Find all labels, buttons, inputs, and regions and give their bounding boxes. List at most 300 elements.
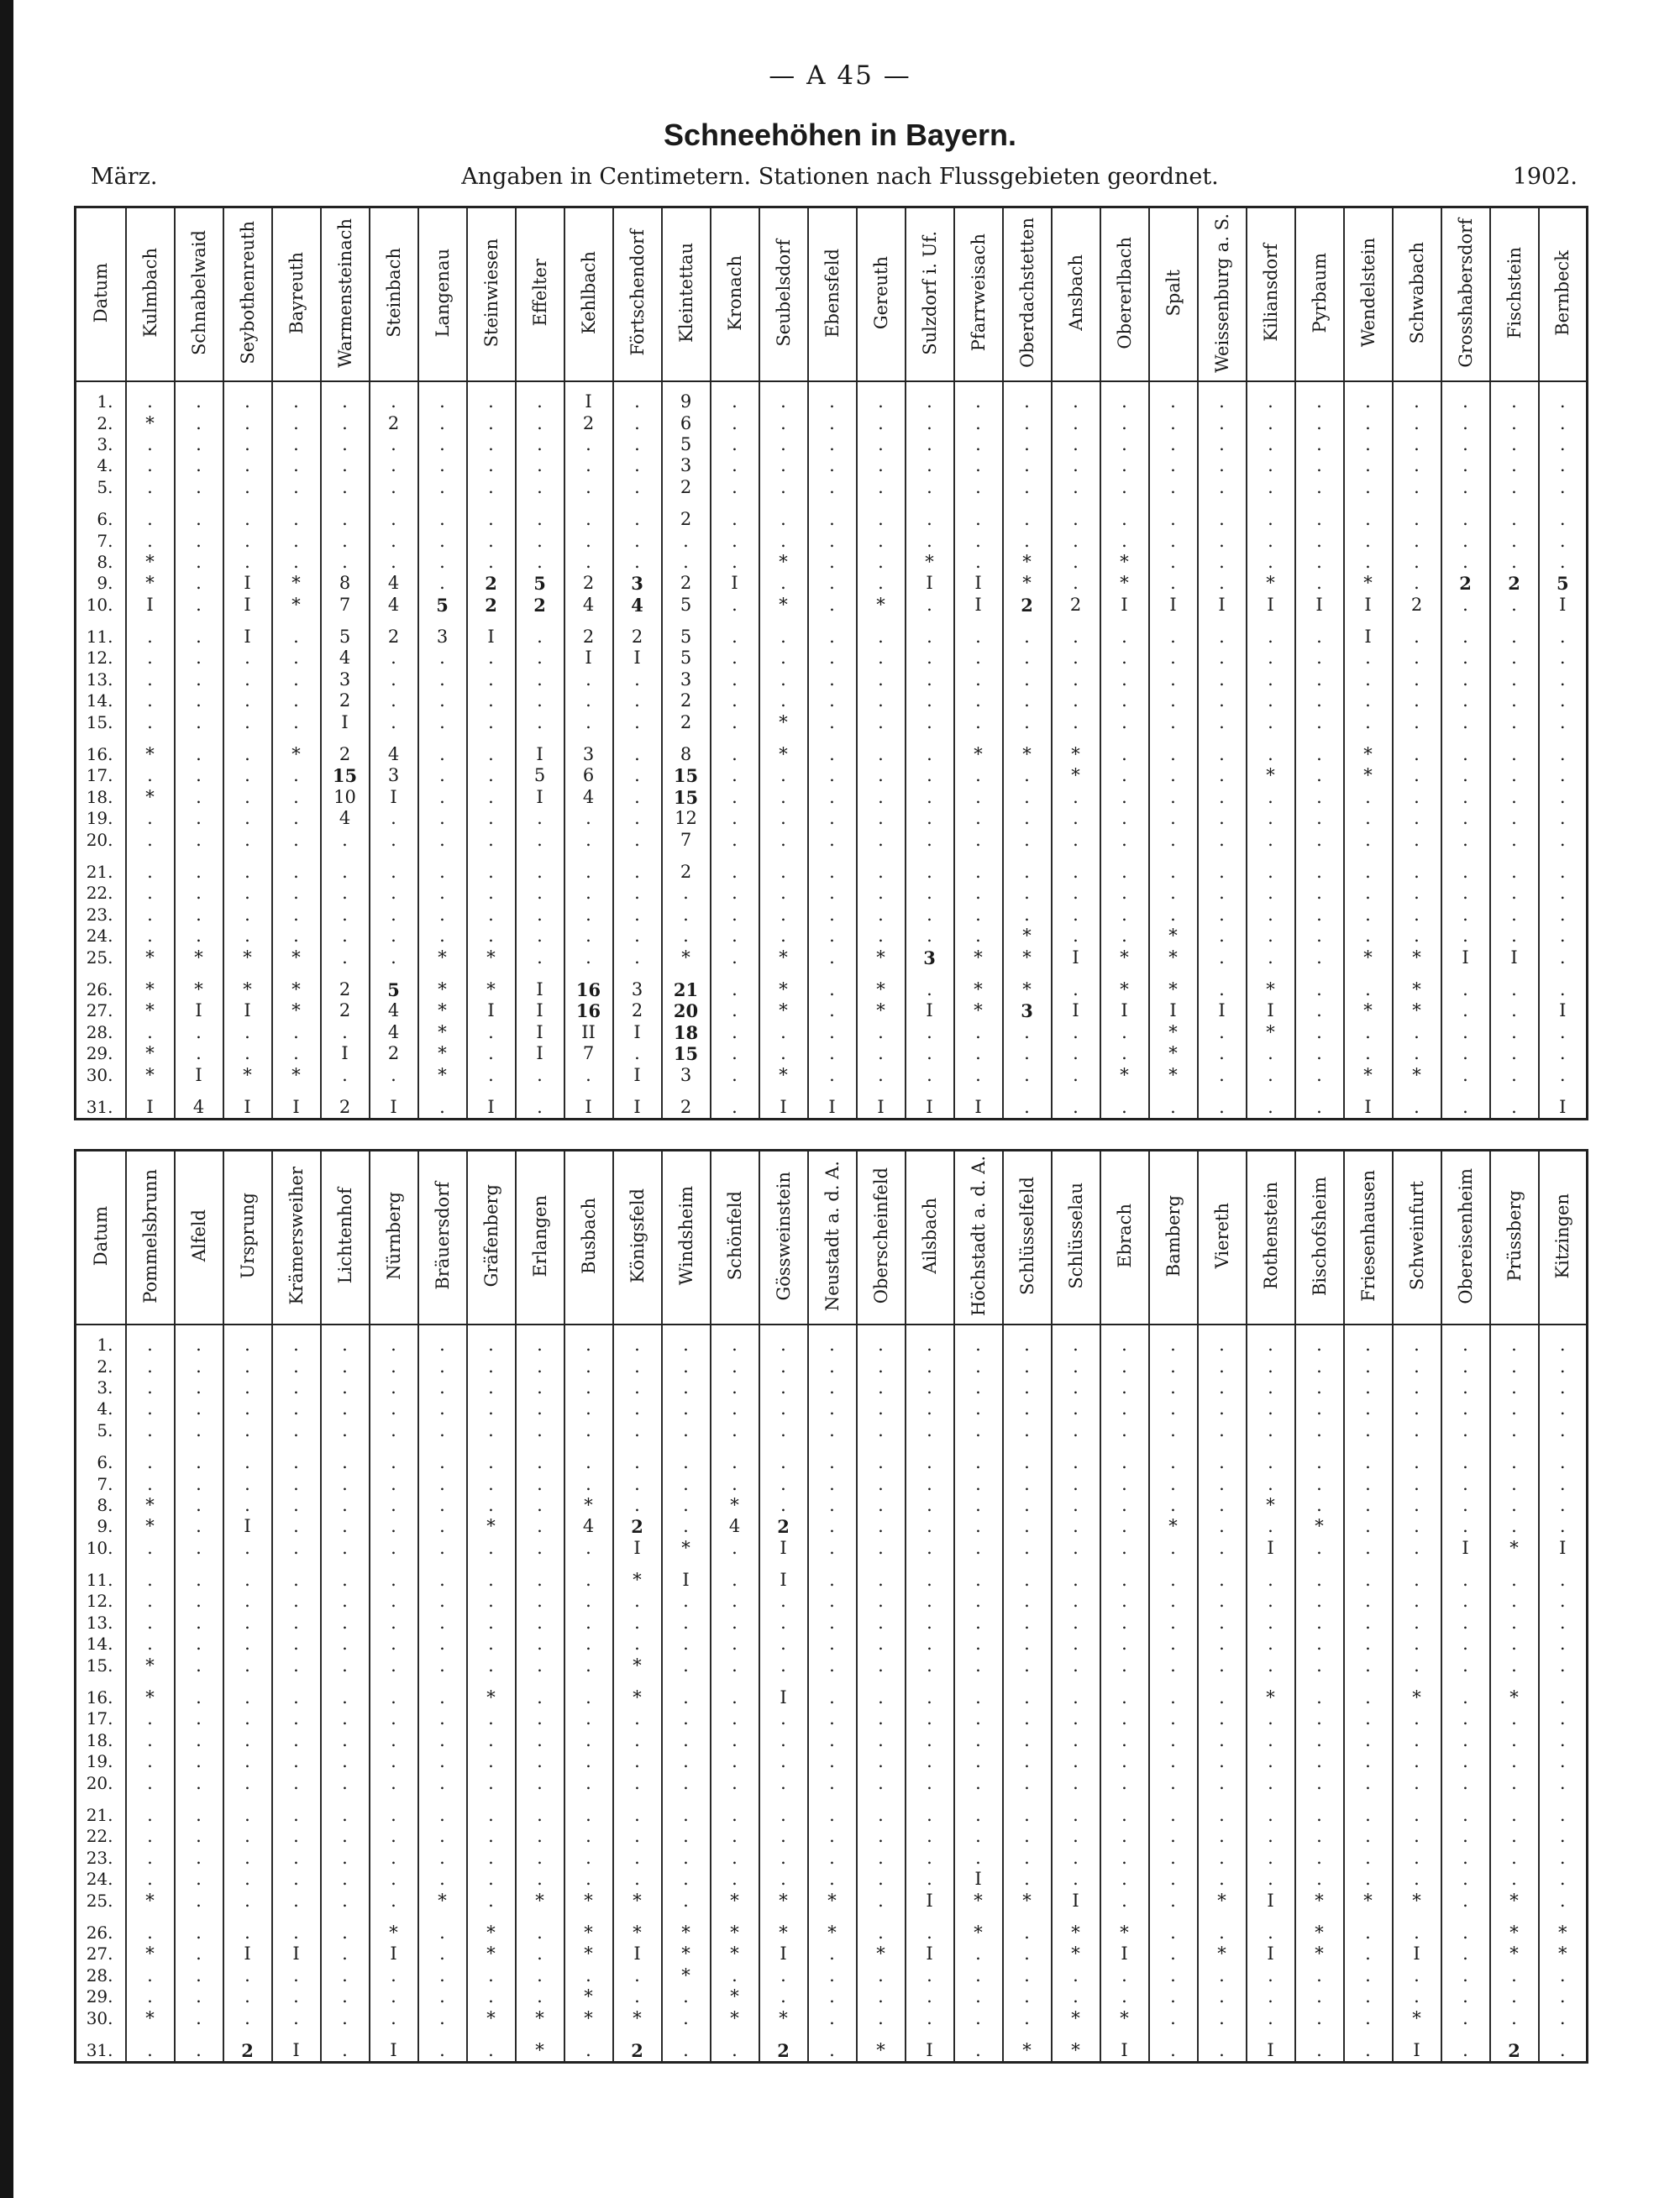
snow-depth-cell: . <box>467 765 516 786</box>
snow-depth-cell: . <box>613 862 662 883</box>
snow-depth-cell: . <box>1247 883 1295 904</box>
snow-depth-cell: . <box>711 455 759 476</box>
snow-depth-cell: . <box>1539 883 1588 904</box>
snow-depth-cell: 2 <box>370 412 418 433</box>
snow-depth-cell: . <box>1393 1398 1441 1419</box>
snow-depth-cell: * <box>1149 947 1198 968</box>
snow-depth-cell: . <box>126 1826 175 1847</box>
snow-depth-cell: . <box>418 829 467 850</box>
snow-depth-cell: . <box>321 455 370 476</box>
snow-depth-cell: . <box>711 1805 759 1826</box>
snow-depth-cell: . <box>370 926 418 947</box>
snow-depth-cell: . <box>516 391 564 412</box>
snow-depth-cell: . <box>1344 1923 1393 1944</box>
snow-depth-cell: . <box>1441 1516 1490 1537</box>
snow-depth-cell: . <box>1198 765 1247 786</box>
snow-depth-cell: . <box>1539 648 1588 669</box>
snow-depth-cell: * <box>272 573 321 594</box>
snow-depth-cell: . <box>564 1473 613 1494</box>
snow-depth-cell: . <box>1247 1965 1295 1986</box>
snow-depth-cell: . <box>1295 1377 1344 1398</box>
station-header-seybothenreuth <box>223 207 272 382</box>
snow-depth-cell: * <box>418 979 467 1000</box>
snow-depth-cell: . <box>1198 509 1247 530</box>
snow-depth-cell: . <box>175 1335 223 1356</box>
snow-depth-cell: . <box>126 1848 175 1869</box>
snow-depth-cell: . <box>467 1751 516 1772</box>
snow-depth-cell: . <box>516 434 564 455</box>
snow-depth-cell: . <box>126 1022 175 1043</box>
snow-depth-cell: . <box>1003 412 1052 433</box>
snow-depth-cell: . <box>857 1869 906 1890</box>
snow-depth-cell: . <box>1490 926 1539 947</box>
snow-depth-cell: . <box>126 765 175 786</box>
snow-depth-cell: I <box>1539 1000 1588 1021</box>
snow-depth-cell: . <box>1198 883 1247 904</box>
snow-depth-cell: . <box>1052 905 1100 926</box>
snow-depth-cell: . <box>1149 1965 1198 1986</box>
snow-depth-cell: . <box>613 1377 662 1398</box>
snow-depth-cell: . <box>759 1965 808 1986</box>
snow-depth-cell: . <box>1490 1634 1539 1655</box>
snow-depth-cell: . <box>370 1965 418 1986</box>
snow-depth-cell: I <box>516 979 564 1000</box>
snow-depth-cell: 6 <box>662 412 711 433</box>
snow-depth-cell: . <box>1539 1687 1588 1708</box>
snow-depth-cell: . <box>662 1826 711 1847</box>
snow-depth-cell: * <box>1490 1890 1539 1911</box>
snow-depth-cell: * <box>1344 765 1393 786</box>
snow-depth-cell: . <box>1441 1591 1490 1612</box>
snow-depth-cell: . <box>418 862 467 883</box>
station-header-neustadt-a-d-a <box>808 1151 857 1325</box>
snow-depth-cell: . <box>759 905 808 926</box>
snow-depth-cell: . <box>759 1826 808 1847</box>
snow-depth-cell: . <box>272 690 321 711</box>
snow-depth-cell: . <box>1149 530 1198 551</box>
snow-depth-cell: . <box>1052 1452 1100 1473</box>
snow-depth-cell: . <box>857 711 906 732</box>
snow-depth-cell: . <box>1539 509 1588 530</box>
snow-depth-cell: . <box>1344 1335 1393 1356</box>
snow-depth-cell: * <box>1052 2007 1100 2028</box>
snow-depth-cell: . <box>1344 1516 1393 1537</box>
snow-depth-cell: I <box>516 1043 564 1064</box>
snow-depth-cell: . <box>1149 648 1198 669</box>
snow-depth-cell: . <box>613 947 662 968</box>
station-header-spalt <box>1149 207 1198 382</box>
station-name: Gössweinstein <box>773 1171 794 1301</box>
snow-depth-cell: . <box>711 1634 759 1655</box>
snow-depth-cell: . <box>1295 765 1344 786</box>
snow-depth-cell: 2 <box>564 627 613 648</box>
snow-depth-cell: . <box>613 434 662 455</box>
snow-depth-cell: * <box>126 1944 175 1965</box>
snow-depth-cell: . <box>1295 2040 1344 2063</box>
snow-depth-cell: . <box>1100 808 1149 829</box>
snow-depth-cell: . <box>370 862 418 883</box>
snow-depth-cell: I <box>321 711 370 732</box>
snow-depth-cell: . <box>516 905 564 926</box>
snow-depth-cell: . <box>1539 530 1588 551</box>
snow-depth-cell: . <box>906 477 954 498</box>
snow-depth-cell: 3 <box>662 669 711 690</box>
snow-depth-cell: . <box>954 1495 1003 1516</box>
snow-depth-cell: . <box>906 1965 954 1986</box>
snow-depth-cell: . <box>1295 1655 1344 1676</box>
snow-depth-cell: . <box>1490 1398 1539 1419</box>
snow-depth-cell: * <box>126 1064 175 1085</box>
snow-depth-cell: . <box>1052 1591 1100 1612</box>
snow-depth-cell: . <box>467 434 516 455</box>
snow-depth-cell: . <box>1247 509 1295 530</box>
day-label: 6. <box>97 1452 113 1473</box>
snow-depth-cell: . <box>321 1890 370 1911</box>
snow-depth-cell: . <box>1100 1826 1149 1847</box>
snow-depth-cell: * <box>1344 1064 1393 1085</box>
snow-depth-cell: 2 <box>223 2040 272 2063</box>
table-row <box>76 1064 1588 1085</box>
snow-depth-cell: 3 <box>662 1064 711 1085</box>
snow-depth-cell: . <box>1393 1495 1441 1516</box>
station-header-schlusselau <box>1052 1151 1100 1325</box>
snow-depth-cell: . <box>1441 455 1490 476</box>
snow-depth-cell: * <box>564 2007 613 2028</box>
station-name: Steinbach <box>383 248 404 338</box>
snow-depth-cell: . <box>1344 2040 1393 2063</box>
snow-depth-cell: . <box>857 787 906 808</box>
snow-depth-cell: I <box>662 1570 711 1591</box>
snow-depth-cell: * <box>759 552 808 573</box>
snow-depth-cell: . <box>467 711 516 732</box>
snow-depth-cell: . <box>711 477 759 498</box>
snow-depth-cell: . <box>711 530 759 551</box>
snow-depth-cell: . <box>1100 765 1149 786</box>
snow-depth-cell: . <box>467 926 516 947</box>
snow-depth-cell: * <box>564 1890 613 1911</box>
snow-depth-cell: . <box>759 1335 808 1356</box>
snow-depth-cell: . <box>1344 1495 1393 1516</box>
snow-depth-cell: . <box>1490 509 1539 530</box>
snow-depth-cell: . <box>272 711 321 732</box>
snow-depth-cell: . <box>662 1730 711 1751</box>
station-header-ebrach <box>1100 1151 1149 1325</box>
snow-depth-cell: . <box>1490 1613 1539 1634</box>
snow-depth-cell: . <box>1393 1473 1441 1494</box>
snow-depth-cell: . <box>418 690 467 711</box>
snow-depth-cell: . <box>1441 1730 1490 1751</box>
snow-depth-cell: . <box>1441 926 1490 947</box>
snow-depth-cell: . <box>175 1613 223 1634</box>
snow-depth-cell: . <box>711 711 759 732</box>
snow-depth-cell: . <box>613 669 662 690</box>
snow-depth-cell: . <box>1003 1965 1052 1986</box>
snow-depth-cell: . <box>1003 1869 1052 1890</box>
snow-depth-cell: . <box>223 412 272 433</box>
snow-depth-cell: . <box>1393 477 1441 498</box>
snow-depth-cell: . <box>1247 412 1295 433</box>
snow-depth-cell: . <box>1490 905 1539 926</box>
snow-depth-cell: * <box>1100 1923 1149 1944</box>
snow-depth-cell: . <box>321 2007 370 2028</box>
snow-depth-cell: . <box>662 1634 711 1655</box>
snow-depth-cell: . <box>1393 1772 1441 1793</box>
snow-depth-cell: 2 <box>613 2040 662 2063</box>
snow-depth-cell: . <box>223 1772 272 1793</box>
snow-depth-cell: . <box>1295 1730 1344 1751</box>
snow-depth-cell: . <box>1100 434 1149 455</box>
table-row <box>76 1097 1588 1120</box>
snow-depth-cell: . <box>564 862 613 883</box>
snow-depth-cell: . <box>759 1452 808 1473</box>
snow-depth-cell: . <box>272 509 321 530</box>
snow-depth-cell: 2 <box>1490 2040 1539 2063</box>
snow-depth-cell: . <box>711 1064 759 1085</box>
snow-depth-cell: . <box>1539 1516 1588 1537</box>
snow-depth-cell: . <box>954 808 1003 829</box>
snow-depth-cell: . <box>223 690 272 711</box>
snow-depth-cell: . <box>467 477 516 498</box>
snow-depth-cell: . <box>1247 1356 1295 1377</box>
snow-depth-cell: . <box>1393 1516 1441 1537</box>
snow-depth-cell: . <box>1344 1944 1393 1965</box>
snow-depth-cell: 2 <box>662 862 711 883</box>
snow-depth-cell: . <box>1295 690 1344 711</box>
snow-depth-cell: . <box>1100 905 1149 926</box>
snow-depth-cell: . <box>272 1538 321 1559</box>
snow-depth-cell: . <box>1149 787 1198 808</box>
snow-depth-cell: . <box>1393 1420 1441 1441</box>
snow-depth-cell: . <box>1344 455 1393 476</box>
snow-depth-cell: 3 <box>662 455 711 476</box>
day-label: 26. <box>86 978 113 999</box>
snow-depth-cell: . <box>1441 1655 1490 1676</box>
snow-depth-cell: . <box>954 1377 1003 1398</box>
snow-depth-cell: . <box>1198 455 1247 476</box>
snow-depth-cell: . <box>808 1708 857 1729</box>
snow-depth-cell: . <box>126 1473 175 1494</box>
snow-depth-cell: . <box>370 1495 418 1516</box>
snow-depth-cell: . <box>1052 926 1100 947</box>
snow-depth-cell: . <box>1393 412 1441 433</box>
station-name: Gereuth <box>870 255 891 330</box>
snow-depth-cell: . <box>1393 905 1441 926</box>
snow-depth-cell: . <box>1100 1751 1149 1772</box>
snow-depth-cell: . <box>613 787 662 808</box>
snow-depth-cell: . <box>1295 455 1344 476</box>
snow-depth-cell: * <box>613 1655 662 1676</box>
snow-depth-cell: . <box>564 926 613 947</box>
snow-depth-cell: . <box>1393 1923 1441 1944</box>
snow-depth-cell: . <box>759 829 808 850</box>
snow-depth-cell: . <box>1247 1613 1295 1634</box>
snow-depth-cell: . <box>564 690 613 711</box>
snow-depth-cell: . <box>711 2040 759 2063</box>
snow-depth-cell: * <box>272 979 321 1000</box>
snow-depth-cell: . <box>906 509 954 530</box>
snow-depth-cell: . <box>1539 1398 1588 1419</box>
snow-depth-cell: . <box>1393 552 1441 573</box>
snow-depth-cell: * <box>759 1064 808 1085</box>
snow-depth-cell: . <box>1052 1398 1100 1419</box>
snow-depth-cell: . <box>662 530 711 551</box>
snow-depth-cell: . <box>1490 1495 1539 1516</box>
snow-depth-cell: . <box>613 829 662 850</box>
snow-depth-cell: . <box>1149 1097 1198 1120</box>
snow-depth-cell: . <box>759 669 808 690</box>
snow-depth-cell: I <box>759 1538 808 1559</box>
station-name: Bräuersdorf <box>432 1182 453 1290</box>
snow-depth-cell: . <box>1539 905 1588 926</box>
snow-depth-cell: . <box>857 434 906 455</box>
snow-depth-cell: . <box>1344 1473 1393 1494</box>
snow-depth-cell: . <box>223 1495 272 1516</box>
snow-depth-cell: * <box>857 979 906 1000</box>
snow-depth-cell: . <box>467 1064 516 1085</box>
snow-depth-cell: . <box>711 412 759 433</box>
snow-depth-cell: * <box>126 1687 175 1708</box>
snow-depth-cell: . <box>175 509 223 530</box>
snow-depth-cell: . <box>711 509 759 530</box>
snow-depth-cell: . <box>1441 477 1490 498</box>
snow-depth-cell: . <box>1052 552 1100 573</box>
snow-depth-cell: I <box>516 744 564 765</box>
table-row <box>76 1516 1588 1537</box>
snow-depth-cell: . <box>857 509 906 530</box>
snow-depth-cell: . <box>1003 1097 1052 1120</box>
snow-depth-cell: . <box>1100 455 1149 476</box>
station-header-bayreuth <box>272 207 321 382</box>
snow-depth-cell: . <box>662 2040 711 2063</box>
station-header-steinwiesen <box>467 207 516 382</box>
snow-depth-cell: . <box>857 1890 906 1911</box>
snow-depth-cell: . <box>1247 1398 1295 1419</box>
snow-depth-cell: I <box>808 1097 857 1120</box>
snow-depth-cell: . <box>857 1516 906 1537</box>
snow-depth-cell: * <box>613 1923 662 1944</box>
snow-depth-cell: . <box>321 1516 370 1537</box>
snow-depth-cell: . <box>1100 1473 1149 1494</box>
table-row <box>76 905 1588 926</box>
station-header-rothenstein <box>1247 1151 1295 1325</box>
snow-depth-cell: . <box>759 1848 808 1869</box>
snow-depth-cell: . <box>1100 1538 1149 1559</box>
snow-depth-cell: . <box>516 1923 564 1944</box>
snow-depth-cell: . <box>906 1398 954 1419</box>
station-header-konigsfeld <box>613 1151 662 1325</box>
snow-depth-cell: . <box>272 1965 321 1986</box>
snow-depth-cell: . <box>1198 787 1247 808</box>
snow-depth-cell: . <box>516 926 564 947</box>
snow-depth-cell: I <box>1149 595 1198 616</box>
snow-depth-cell: . <box>321 1869 370 1890</box>
snow-depth-cell: * <box>1100 1064 1149 1085</box>
station-name: Ursprung <box>237 1193 258 1279</box>
snow-depth-cell: . <box>1247 1516 1295 1537</box>
snow-depth-cell: . <box>906 1708 954 1729</box>
table-row <box>76 787 1588 808</box>
snow-depth-cell: . <box>175 829 223 850</box>
day-label: 22. <box>86 883 113 904</box>
snow-depth-cell: . <box>564 1869 613 1890</box>
snow-depth-cell: . <box>1295 1826 1344 1847</box>
snow-depth-cell: . <box>1100 627 1149 648</box>
snow-depth-cell: * <box>1490 1944 1539 1965</box>
snow-depth-cell: . <box>906 883 954 904</box>
snow-depth-cell: . <box>711 1591 759 1612</box>
station-header-langenau <box>418 207 467 382</box>
snow-depth-cell: . <box>564 509 613 530</box>
snow-depth-cell: I <box>516 787 564 808</box>
snow-depth-cell: . <box>321 1591 370 1612</box>
snow-depth-cell: 2 <box>321 1000 370 1021</box>
snow-depth-cell: . <box>613 1335 662 1356</box>
snow-depth-cell: . <box>1052 477 1100 498</box>
snow-depth-cell: I <box>954 595 1003 616</box>
snow-depth-cell: . <box>126 1613 175 1634</box>
snow-depth-cell: * <box>857 947 906 968</box>
snow-depth-cell: . <box>1052 391 1100 412</box>
snow-depth-cell: . <box>272 1420 321 1441</box>
table-row <box>76 1420 1588 1441</box>
snow-depth-cell: . <box>1441 1890 1490 1911</box>
snow-depth-cell: . <box>1344 1655 1393 1676</box>
station-name: Schnabelwaid <box>188 230 209 355</box>
snow-depth-cell: . <box>857 669 906 690</box>
snow-depth-cell: . <box>1003 1043 1052 1064</box>
snow-depth-cell: . <box>321 530 370 551</box>
snow-depth-cell: . <box>370 1655 418 1676</box>
snow-depth-cell: . <box>1295 862 1344 883</box>
day-label: 25. <box>86 1890 113 1911</box>
snow-depth-cell: . <box>759 808 808 829</box>
snow-depth-cell: . <box>370 648 418 669</box>
snow-depth-cell: * <box>418 1064 467 1085</box>
snow-depth-cell: . <box>1539 1634 1588 1655</box>
snow-depth-cell: . <box>1490 1986 1539 2007</box>
snow-depth-cell: . <box>321 1751 370 1772</box>
snow-depth-cell: . <box>1441 648 1490 669</box>
snow-depth-cell: . <box>223 1805 272 1826</box>
snow-depth-cell: I <box>564 648 613 669</box>
station-name: Viereth <box>1211 1203 1232 1269</box>
snow-depth-cell: . <box>321 477 370 498</box>
day-label: 26. <box>86 1922 113 1943</box>
subtitle: Angaben in Centimetern. Stationen nach Flussgebieten geordnet. <box>461 164 1219 190</box>
snow-depth-cell: . <box>1295 947 1344 968</box>
snow-depth-cell: . <box>1052 1538 1100 1559</box>
snow-depth-cell: . <box>1100 477 1149 498</box>
station-name: Spalt <box>1163 269 1184 317</box>
snow-depth-cell: . <box>175 412 223 433</box>
snow-depth-cell: . <box>1441 905 1490 926</box>
snow-depth-cell: . <box>906 1869 954 1890</box>
snow-depth-cell: . <box>1295 787 1344 808</box>
snow-depth-cell: . <box>711 1772 759 1793</box>
snow-depth-cell: . <box>1149 1986 1198 2007</box>
snow-depth-cell: . <box>467 412 516 433</box>
snow-depth-cell: . <box>516 1634 564 1655</box>
snow-depth-cell: . <box>564 1826 613 1847</box>
snow-depth-cell: . <box>1490 1473 1539 1494</box>
snow-depth-cell: . <box>711 648 759 669</box>
snow-depth-cell: 2 <box>467 595 516 616</box>
day-label: 29. <box>86 1986 113 2007</box>
snow-depth-cell: . <box>516 477 564 498</box>
table-row <box>76 2040 1588 2063</box>
station-header-nurnberg <box>370 1151 418 1325</box>
snow-depth-cell: . <box>1344 711 1393 732</box>
